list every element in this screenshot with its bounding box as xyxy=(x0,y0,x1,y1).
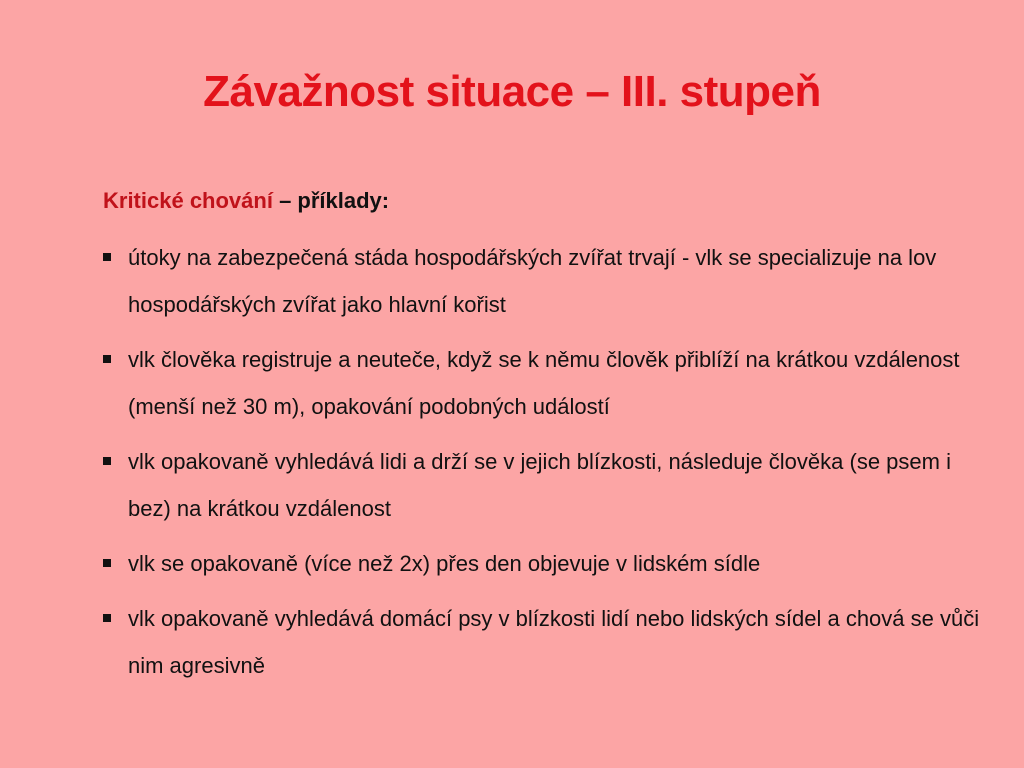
square-bullet-icon xyxy=(103,614,111,622)
bullet-item xyxy=(103,336,983,430)
bullet-list xyxy=(103,234,983,697)
subheading-highlight: Kritické chování xyxy=(103,188,273,213)
bullet-item xyxy=(103,540,983,587)
subheading-rest: – příklady: xyxy=(272,188,390,213)
bullet-item xyxy=(103,234,983,328)
bullet-text: vlk opakovaně vyhledává lidi a drží se v jejich blízkosti, následuje člověka (se psem i bez) na krátkou vzdálenost xyxy=(128,449,951,521)
subheading xyxy=(103,186,389,216)
bullet-text: vlk opakovaně vyhledává domácí psy v blízkosti lidí nebo lidských sídel a chová se vůči nim agresivně xyxy=(128,606,980,678)
square-bullet-icon xyxy=(103,355,111,363)
bullet-item xyxy=(103,595,983,689)
square-bullet-icon xyxy=(103,559,111,567)
bullet-text: vlk člověka registruje a neuteče, když se k němu člověk přiblíží na krátkou vzdálenost (menší než 30 m), opakování podobných událostí xyxy=(128,347,960,419)
bullet-text: vlk se opakovaně (více než 2x) přes den objevuje v lidském sídle xyxy=(128,551,761,576)
slide-title: Závažnost situace – III. stupeň xyxy=(203,67,821,116)
bullet-text: útoky na zabezpečená stáda hospodářských zvířat trvají - vlk se specializuje na lov hospodářských zvířat jako hlavní kořist xyxy=(128,245,937,317)
square-bullet-icon xyxy=(103,253,111,261)
square-bullet-icon xyxy=(103,457,111,465)
bullet-item xyxy=(103,438,983,532)
